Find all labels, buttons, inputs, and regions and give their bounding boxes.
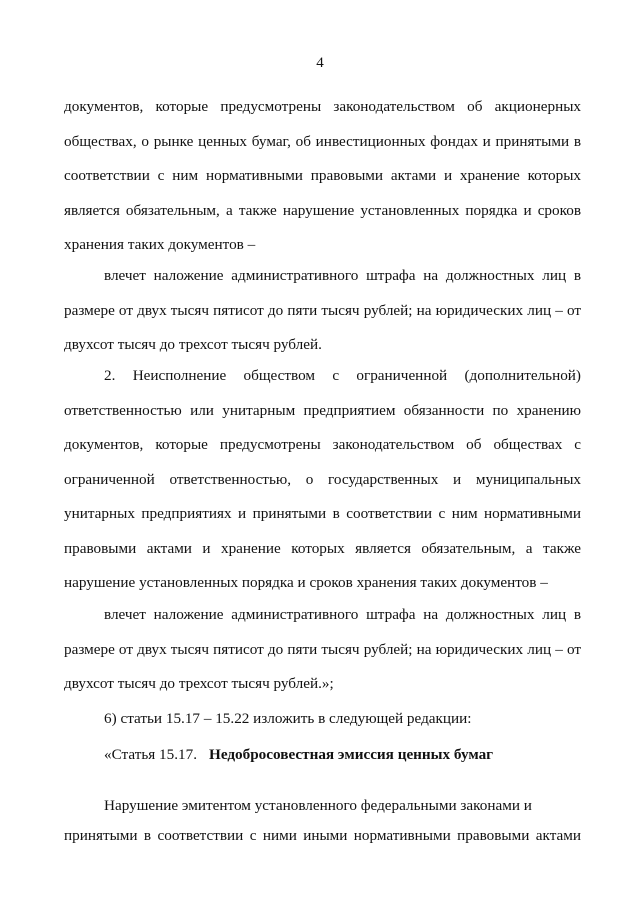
article-number: «Статья 15.17. [104,746,198,763]
paragraph-item-2: 2. Неисполнение обществом с ограниченной (дополнительной) ответственностью или унитарным предприятием обязанности по хранению документов, которые предусмотрены законодательством об обществах с ограниченной ответственностью, о государственных и муниципальных унитарных предприятиях и принятыми в соответствии с ним нормативными правовыми актами и хранение которых является обязательным, а также нарушение установленных порядка и сроков хранения таких документов – [64,367,581,591]
paragraph-penalty-1: влечет наложение административного штрафа на должностных лиц в размере от двух тысяч пятисот до пяти тысяч рублей; на юридических лиц – от двухсот тысяч до трехсот тысяч рублей. [64,267,581,353]
article-text-line-2: принятыми в соответствии с ними иными нормативными правовыми актами [64,827,581,844]
article-text-line-1: Нарушение эмитентом установленного федеральными законами и [104,797,532,814]
page-number: 4 [316,55,324,71]
paragraph-item-6: 6) статьи 15.17 – 15.22 изложить в следующей редакции: [104,710,472,727]
article-heading [104,745,493,765]
paragraph-penalty-2: влечет наложение административного штрафа на должностных лиц в размере от двух тысяч пятисот до пяти тысяч рублей; на юридических лиц – от двухсот тысяч до трехсот тысяч рублей.»; [64,606,581,692]
article-title: Недобросовестная эмиссия ценных бумаг [209,746,494,763]
paragraph-continuation: документов, которые предусмотрены законодательством об акционерных обществах, о рынке ценных бумаг, об инвестиционных фондах и принятыми в соответствии с ним нормативными правовыми актами и хранение которых является обязательным, а также нарушение установленных порядка и сроков хранения таких документов – [64,98,581,253]
